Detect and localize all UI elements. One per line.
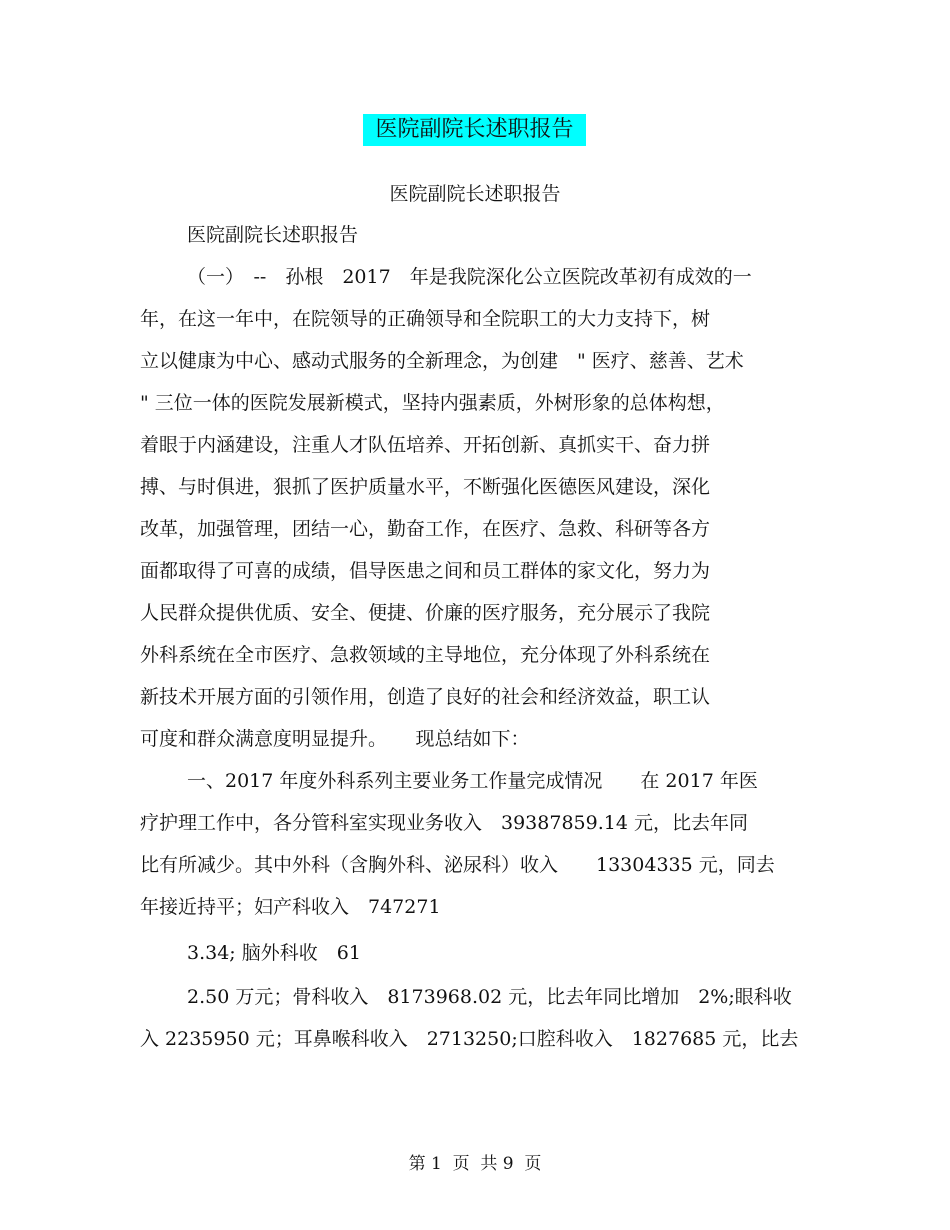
paragraph-line: 入 2235950 元；耳鼻喉科收入 2713250;口腔科收入 1827685 元，比去 [140,1028,799,1050]
paragraph-line: 新技术开展方面的引领作用，创造了良好的社会和经济效益，职工认 [140,686,711,708]
paragraph-line: 着眼于内涵建设，注重人才队伍培养、开拓创新、真抓实干、奋力拼 [140,434,711,456]
paragraph-line: 改革，加强管理，团结一心，勤奋工作，在医疗、急救、科研等各方 [140,518,711,540]
document-title: 医院副院长述职报告 [363,114,586,146]
paragraph-line: （一） -- 孙根 2017 年是我院深化公立医院改革初有成效的一 [187,266,752,288]
paragraph-line: 3.34; 脑外科收 61 [187,942,361,964]
paragraph-line: 2.50 万元；骨科收入 8173968.02 元，比去年同比增加 2%;眼科收 [187,986,792,1008]
paragraph-line: 一、2017 年度外科系列主要业务工作量完成情况 在 2017 年医 [187,770,758,792]
page-footer: 第 1 页 共 9 页 [408,1154,542,1174]
paragraph-line: 外科系统在全市医疗、急救领域的主导地位，充分体现了外科系统在 [140,644,711,666]
paragraph-line: 医院副院长述职报告 [187,224,359,246]
paragraph-line: 面都取得了可喜的成绩，倡导医患之间和员工群体的家文化，努力为 [140,560,711,582]
paragraph-line: 人民群众提供优质、安全、便捷、价廉的医疗服务，充分展示了我院 [140,602,711,624]
paragraph-line: 年接近持平；妇产科收入 747271 [140,896,441,918]
paragraph-line: 可度和群众满意度明显提升。 现总结如下： [140,728,530,750]
paragraph-line: 疗护理工作中，各分管科室实现业务收入 39387859.14 元，比去年同 [140,812,748,834]
paragraph-line: 年，在这一年中，在院领导的正确领导和全院职工的大力支持下，树 [140,308,711,330]
paragraph-line: " 三位一体的医院发展新模式，坚持内强素质，外树形象的总体构想， [140,392,725,414]
document-subtitle: 医院副院长述职报告 [389,183,561,205]
paragraph-line: 立以健康为中心、感动式服务的全新理念，为创建 " 医疗、慈善、艺术 [140,350,744,372]
paragraph-line: 搏、与时俱进，狠抓了医护质量水平，不断强化医德医风建设，深化 [140,476,711,498]
paragraph-line: 比有所减少。其中外科（含胸外科、泌尿科）收入 13304335 元，同去 [140,854,775,876]
